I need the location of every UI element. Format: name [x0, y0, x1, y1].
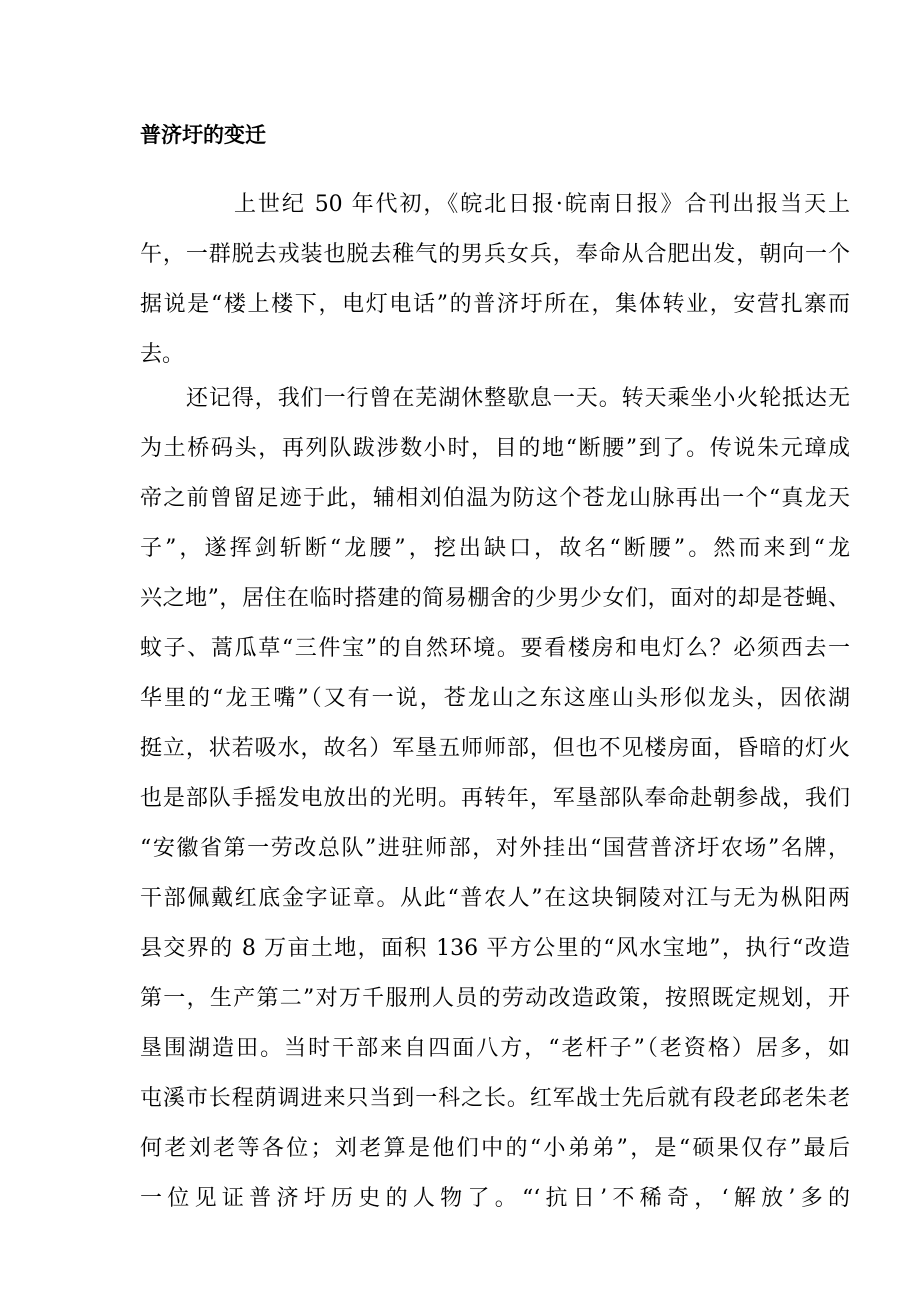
text-line: 也是部队手摇发电放出的光明。再转年，军垦部队奉命赴朝参战，我们 [140, 786, 850, 811]
text-line: 第一，生产第二”对万千服刑人员的劳动改造政策，按照既定规划，开 [140, 986, 850, 1011]
text-line: 县交界的 8 万亩土地，面积 136 平方公里的“风水宝地”，执行“改造 [140, 936, 850, 961]
text-line: 屯溪市长程荫调进来只当到一科之长。红军战士先后就有段老邱老朱老 [140, 1086, 850, 1111]
text-line: 为土桥码头，再列队跋涉数小时，目的地“断腰”到了。传说朱元璋成 [140, 436, 850, 461]
text-line: 还记得，我们一行曾在芜湖休整歇息一天。转天乘坐小火轮抵达无 [186, 386, 850, 411]
text-line: 帝之前曾留足迹于此，辅相刘伯温为防这个苍龙山脉再出一个“真龙天 [140, 486, 850, 511]
text-line: 华里的“龙王嘴”（又有一说，苍龙山之东这座山头形似龙头，因依湖 [140, 686, 850, 711]
text-line: 据说是“楼上楼下，电灯电话”的普济圩所在，集体转业，安营扎寨而 [140, 292, 850, 317]
text-line: 兴之地”，居住在临时搭建的简易棚舍的少男少女们，面对的却是苍蝇、 [140, 586, 850, 611]
text-line: 何老刘老等各位；刘老算是他们中的“小弟弟”，是“硕果仅存”最后 [140, 1136, 850, 1161]
text-line: “安徽省第一劳改总队”进驻师部，对外挂出“国营普济圩农场”名牌， [140, 836, 850, 861]
text-line: 去。 [140, 342, 185, 367]
text-line: 一位见证普济圩历史的人物了。“‘抗日’不稀奇，‘解放’多的 [140, 1186, 850, 1211]
document-title: 普济圩的变迁 [140, 123, 266, 147]
text-line: 午，一群脱去戎装也脱去稚气的男兵女兵，奉命从合肥出发，朝向一个 [140, 242, 850, 267]
text-line: 垦围湖造田。当时干部来自四面八方，“老杆子”（老资格）居多，如 [140, 1036, 850, 1061]
text-line: 挺立，状若吸水，故名）军垦五师师部，但也不见楼房面，昏暗的灯火 [140, 736, 850, 761]
text-line: 蚊子、蒿瓜草“三件宝”的自然环境。要看楼房和电灯么？必须西去一 [140, 636, 850, 661]
text-line: 上世纪 50 年代初，《皖北日报·皖南日报》合刊出报当天上 [234, 192, 850, 217]
text-line: 子”，遂挥剑斩断“龙腰”，挖出缺口，故名“断腰”。然而来到“龙 [140, 536, 850, 561]
text-line: 干部佩戴红底金字证章。从此“普农人”在这块铜陵对江与无为枞阳两 [140, 886, 850, 911]
